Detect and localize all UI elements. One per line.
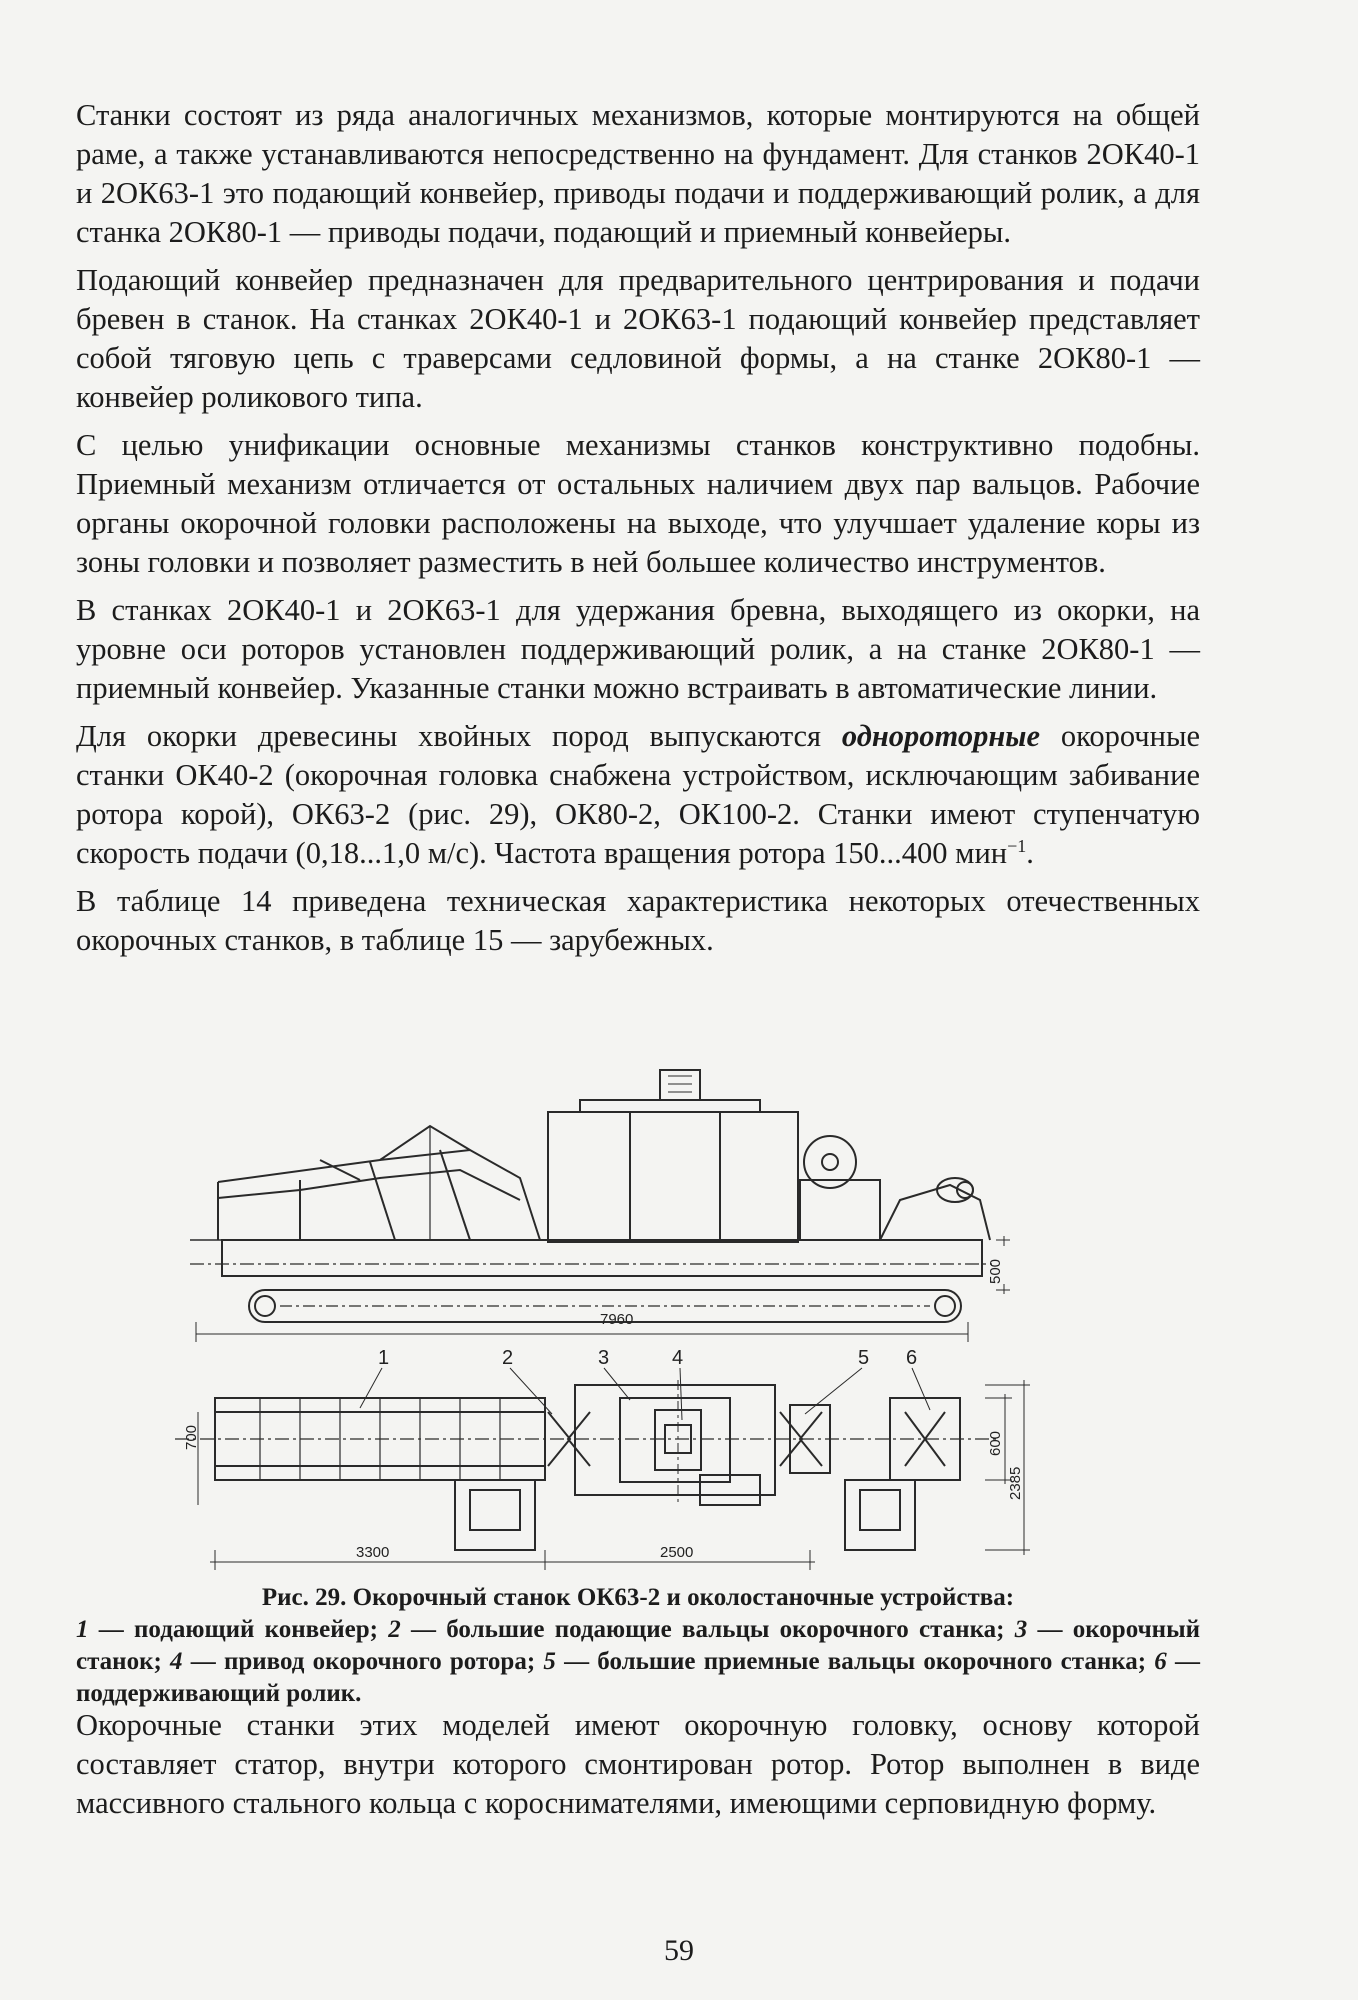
paragraph-4: В станках 2ОК40-1 и 2ОК63-1 для удержания бревна, выходящего из окорки, на уровне оси роторов установлен поддерживающий ролик, а на станке 2ОК80-1 — приемный конвейер. Указанные станки можно встраивать в автоматические линии. xyxy=(76,593,1200,705)
paragraph-5-end: . xyxy=(1026,836,1034,870)
paragraph-1: Станки состоят из ряда аналогичных механизмов, которые монтируются на общей раме, а также устанавливаются непосредственно на фундамент. Для станков 2ОК40-1 и 2ОК63-1 это подающий конвейер, приводы подачи и поддерживающий ролик, а для станка 2ОК80-1 — приводы подачи, подающий и приемный конвейеры. xyxy=(76,98,1200,249)
machine-plan xyxy=(575,1385,775,1495)
part-label-6: 6 xyxy=(906,1347,918,1369)
emphasis-term: однороторные xyxy=(841,719,1041,753)
caption-items: 1 — подающий конвейер; 2 — большие подающие вальцы окорочного станка; 3 — окорочный станок; 4 — привод окорочного ротора; 5 — большие приемные вальцы окорочного станка; 6 — поддерживающий ролик. xyxy=(76,1616,1200,1707)
paragraph-5-start: Для окорки древесины хвойных пород выпускаются xyxy=(76,719,842,753)
dim-height: 500 xyxy=(987,1258,1004,1284)
feed-conveyor-side xyxy=(218,1150,540,1240)
part-label-2: 2 xyxy=(502,1347,514,1369)
dim-bottom-left: 3300 xyxy=(356,1544,390,1561)
base-frame xyxy=(222,1240,982,1276)
machine-housing xyxy=(548,1112,798,1242)
paragraph-6: В таблице 14 приведена техническая характеристика некоторых отечественных окорочных станков, в таблице 15 — зарубежных. xyxy=(76,884,1200,957)
dim-bottom-right: 2500 xyxy=(660,1544,694,1561)
dim-width-right: 600 xyxy=(987,1430,1004,1456)
part-label-3: 3 xyxy=(598,1347,610,1369)
paragraph-3: С целью унификации основные механизмы станков конструктивно подобны. Приемный механизм отличается от остальных наличием двух пар вальцов. Рабочие органы окорочной головки расположены на выходе, что улучшает удаление коры из зоны головки и позволяет разместить в ней большее количество инструментов. xyxy=(76,428,1200,579)
caption-title: Рис. 29. Окорочный станок ОК63-2 и околостаночные устройства: xyxy=(261,1584,1015,1611)
superscript: −1 xyxy=(1007,835,1027,856)
figure-caption xyxy=(76,1582,1200,1710)
part-label-4: 4 xyxy=(672,1347,684,1369)
part-label-1: 1 xyxy=(378,1347,390,1369)
dim-length: 7960 xyxy=(600,1311,634,1328)
paragraph-5-body: окорочные станки ОК40-2 (окорочная головка снабжена устройством, исключающим забивание ротора корой), ОК63-2 (рис. 29), ОК80-2, ОК100-2. Станки имеют ступенчатую скорость подачи (0,18...1,0 м/с). Частота вращения ротора 150...400 мин xyxy=(76,719,1200,870)
dim-total-width: 2385 xyxy=(1007,1466,1024,1500)
paragraph-2: Подающий конвейер предназначен для предварительного центрирования и подачи бревен в станок. На станках 2ОК40-1 и 2ОК63-1 подающий конвейер представляет собой тяговую цепь с траверсами седловиной формы, а на станке 2ОК80-1 — конвейер роликового типа. xyxy=(76,263,1200,414)
dim-width-left: 700 xyxy=(183,1424,200,1450)
closing-paragraph: Окорочные станки этих моделей имеют окорочную головку, основу которой составляет статор, внутри которого смонтирован ротор. Ротор выполнен в виде массивного стального кольца с короснимателями, имеющими серповидную форму. xyxy=(76,1708,1200,1820)
page-number: 59 xyxy=(664,1934,694,1967)
part-label-5: 5 xyxy=(858,1347,870,1369)
